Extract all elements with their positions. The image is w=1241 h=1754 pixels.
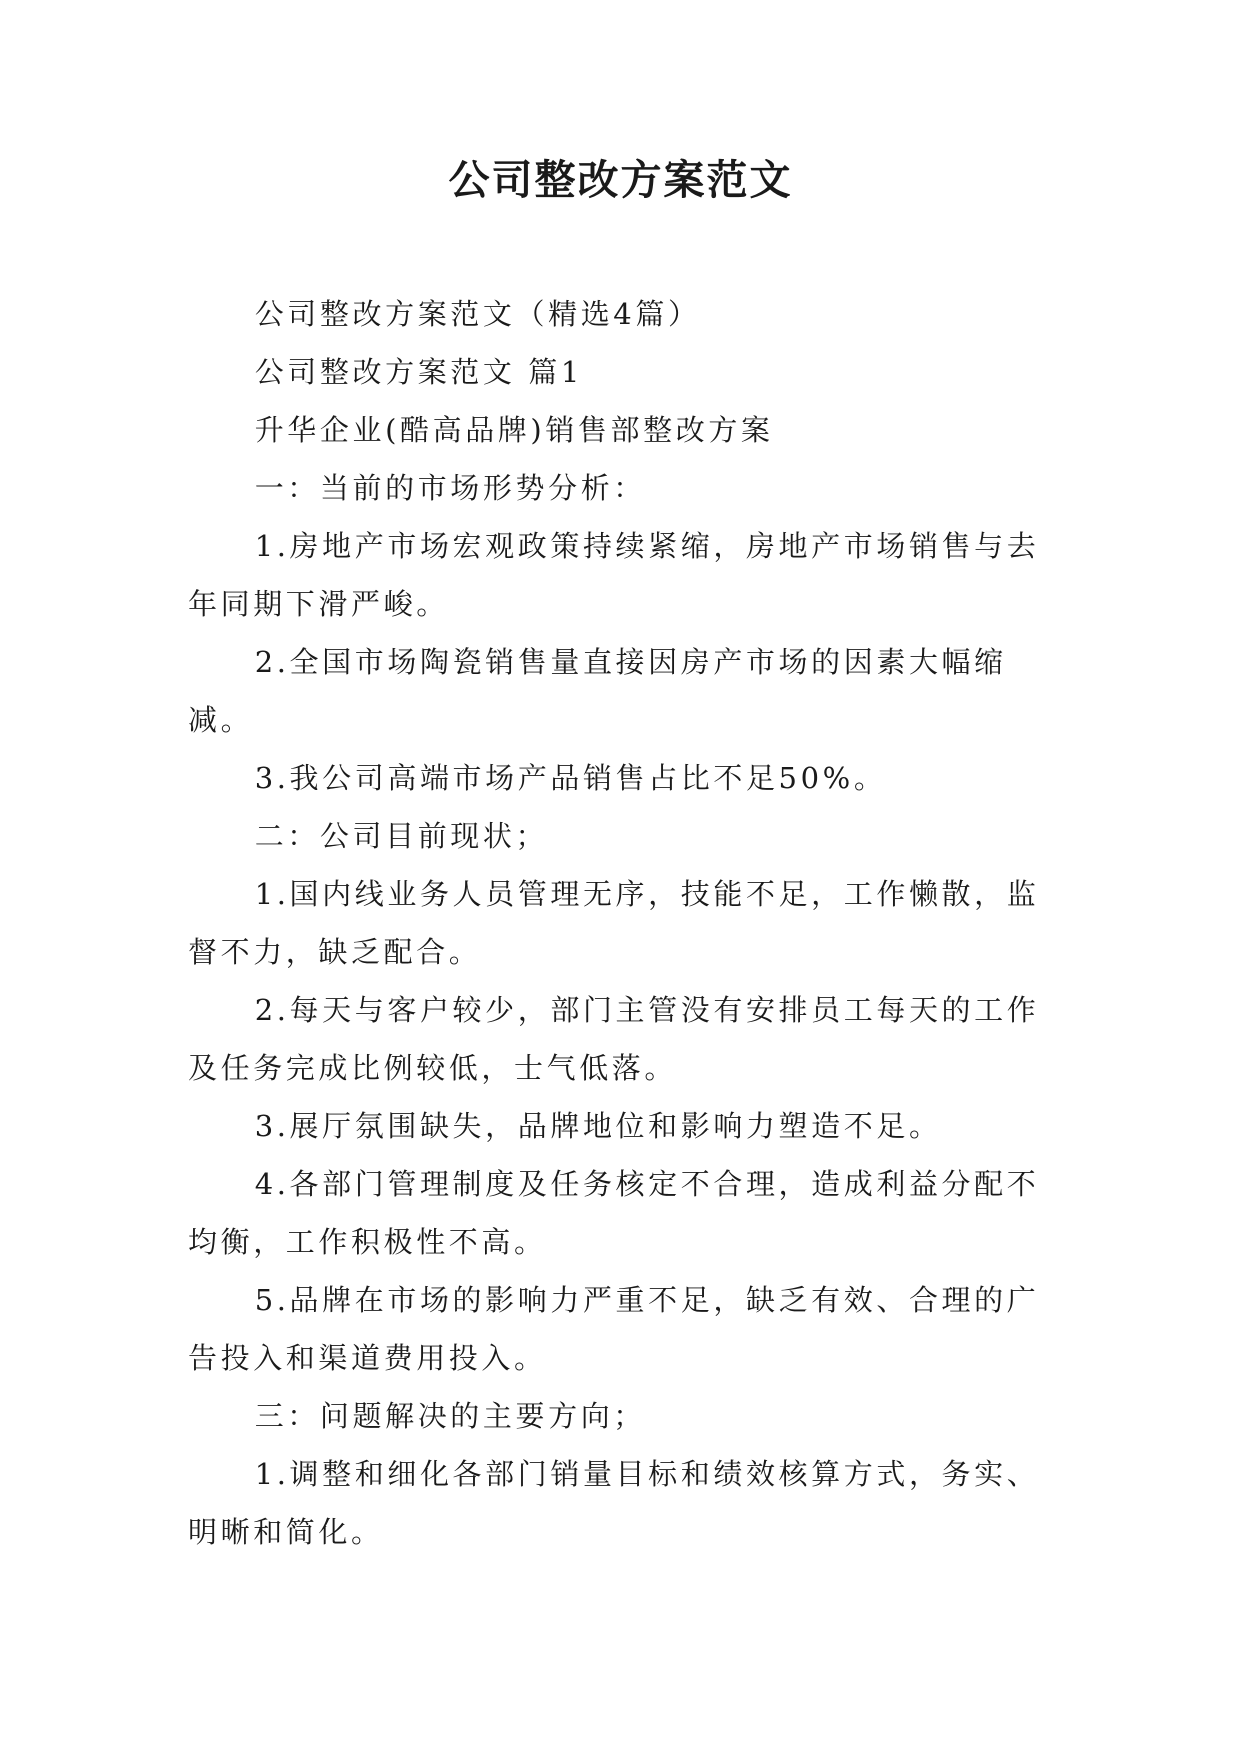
paragraph-article-heading: 公司整改方案范文 篇1 xyxy=(254,355,583,389)
section-heading-solutions: 三：问题解决的主要方向； xyxy=(254,1399,646,1433)
list-item: 5.品牌在市场的影响力严重不足，缺乏有效、合理的广告投入和渠道费用投入。 xyxy=(188,1283,1040,1375)
list-item: 3.我公司高端市场产品销售占比不足50%。 xyxy=(254,761,887,795)
list-item: 1.调整和细化各部门销量目标和绩效核算方式，务实、明晰和简化。 xyxy=(188,1457,1040,1549)
document-body xyxy=(188,285,1048,1561)
section-heading-market-analysis: 一：当前的市场形势分析： xyxy=(254,471,646,505)
paragraph-plan-name: 升华企业(酷高品牌)销售部整改方案 xyxy=(254,413,774,447)
section-heading-current-status: 二：公司目前现状； xyxy=(254,819,549,853)
list-item: 2.每天与客户较少，部门主管没有安排员工每天的工作及任务完成比例较低，士气低落。 xyxy=(188,993,1040,1085)
list-item: 2.全国市场陶瓷销售量直接因房产市场的因素大幅缩减。 xyxy=(188,645,1007,737)
document-title: 公司整改方案范文 xyxy=(448,156,793,204)
list-item: 4.各部门管理制度及任务核定不合理，造成利益分配不均衡，工作积极性不高。 xyxy=(188,1167,1040,1259)
list-item: 1.房地产市场宏观政策持续紧缩，房地产市场销售与去年同期下滑严峻。 xyxy=(188,529,1040,621)
paragraph-subtitle: 公司整改方案范文（精选4篇） xyxy=(254,297,701,331)
list-item: 3.展厅氛围缺失，品牌地位和影响力塑造不足。 xyxy=(254,1109,942,1143)
list-item: 1.国内线业务人员管理无序，技能不足，工作懒散，监督不力，缺乏配合。 xyxy=(188,877,1040,969)
